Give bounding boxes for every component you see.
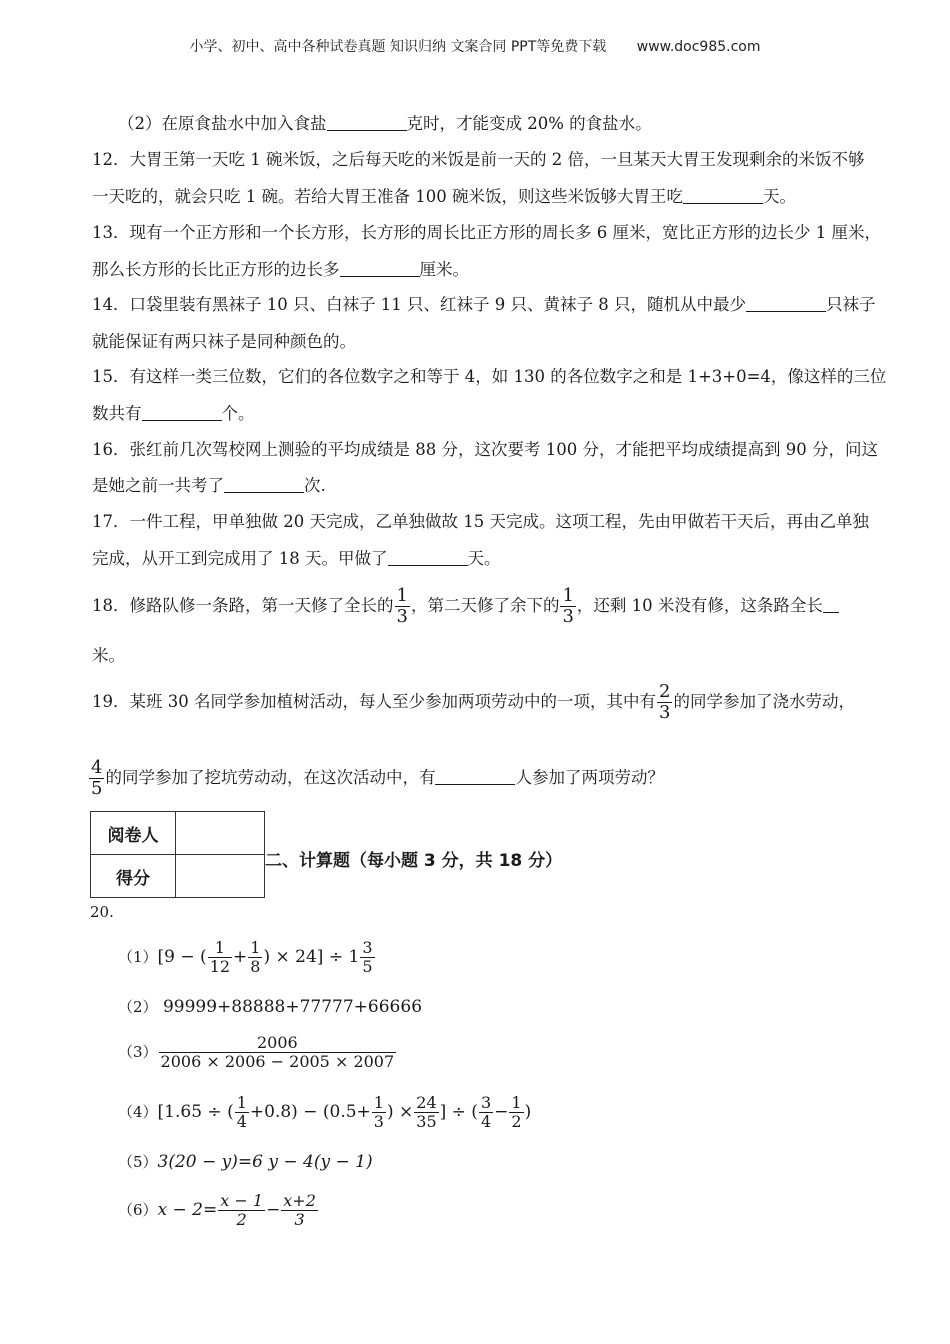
fraction-four-fifths: $\frac{4}{5}$: [91, 757, 103, 799]
q20-part-4: [118, 1090, 531, 1134]
question-text: 的同学参加了浇水劳动，: [673, 692, 855, 711]
fraction: $\frac{1}{3}$: [373, 1093, 384, 1131]
question-text: ，第二天修了余下的: [410, 596, 560, 615]
expr-text: ] ÷ (: [439, 1102, 478, 1122]
expr-text: x − 2=: [157, 1200, 218, 1220]
expr-text: +: [233, 947, 248, 967]
question-text: 一天吃的，就会只吃 1 碗。若给大胃王准备 100 碗米饭，则这些米饭够大胃王吃: [92, 187, 683, 206]
header-text: 小学、初中、高中各种试卷真题 知识归纳 文案合同 PPT等免费下载: [189, 39, 607, 55]
question-text: （2）在原食盐水中加入食盐: [118, 114, 327, 133]
fraction: $\frac{2006}{2006 \times 2006 - 2005 \times 2007}$: [160, 1033, 395, 1071]
answer-blank[interactable]: [746, 295, 826, 312]
question-text: 克时，才能变成 20% 的食盐水。: [406, 114, 652, 133]
question-17-line-2: [92, 549, 501, 569]
question-13-line-1: 13．现有一个正方形和一个长方形，长方形的周长比正方形的周长多 6 厘米，宽比正方形的边长少 1 厘米，: [92, 223, 881, 242]
question-16-line-1: 16．张红前几次驾校网上测验的平均成绩是 88 分，这次要考 100 分，才能把平均成绩提高到 90 分，问这: [92, 440, 878, 459]
question-text: 19．某班 30 名同学参加植树活动，每人至少参加两项劳动中的一项，其中有: [92, 692, 656, 711]
fraction: $\frac{1}{2}$: [511, 1093, 522, 1131]
score-input-cell[interactable]: [176, 855, 265, 898]
question-text: 14．口袋里装有黑袜子 10 只、白袜子 11 只、红袜子 9 只、黄袜子 8 只，随机从中最少: [92, 295, 746, 314]
question-text: 是她之前一共考了: [92, 476, 224, 495]
expr-text: ) × 24] ÷ 1: [263, 947, 360, 967]
part-label: （4）: [118, 1103, 158, 1121]
question-text: 完成，从开工到完成用了 18 天。甲做了: [92, 549, 388, 568]
q20-part-6: [118, 1188, 319, 1232]
question-12-line-2: [92, 187, 796, 207]
fraction-one-third: $\frac{1}{3}$: [396, 585, 408, 627]
expr-text: [1.65 ÷ (: [157, 1102, 234, 1122]
part-label: （1）: [118, 948, 158, 966]
grader-label: 阅卷人: [91, 812, 176, 855]
part-label: （2）: [118, 998, 158, 1016]
fraction: $\frac{3}{5}$: [362, 938, 373, 976]
fraction: $\frac{24}{35}$: [416, 1093, 437, 1131]
answer-blank[interactable]: [823, 596, 839, 613]
question-18-line-1: [92, 584, 839, 628]
question-13-line-2: [92, 260, 469, 280]
question-15-line-1: 15．有这样一类三位数，它们的各位数字之和等于 4，如 130 的各位数字之和是 1+3+0=4，像这样的三位: [92, 367, 887, 386]
fraction-one-third: $\frac{1}{3}$: [562, 585, 574, 627]
answer-blank[interactable]: [435, 768, 515, 785]
expr-text: +0.8) − (0.5+: [249, 1102, 371, 1122]
question-15-line-2: [92, 404, 255, 424]
question-14-line-1: [92, 295, 875, 315]
fraction: $\frac{1}{4}$: [236, 1093, 247, 1131]
question-18-line-2: 米。: [92, 646, 125, 665]
answer-blank[interactable]: [340, 260, 420, 277]
grader-score-table: [90, 811, 265, 898]
question-text: 次.: [304, 476, 326, 495]
answer-blank[interactable]: [683, 187, 763, 204]
expr-text: −: [494, 1102, 509, 1122]
fraction: $\frac{x+2}{3}$: [283, 1191, 316, 1229]
page-header: [0, 36, 950, 56]
question-text: 只袜子: [825, 295, 876, 314]
question-text: 人参加了两项劳动？: [515, 768, 664, 787]
q20-part-2: [118, 997, 422, 1017]
part-label: （5）: [118, 1153, 158, 1171]
fraction: $\frac{3}{4}$: [480, 1093, 492, 1131]
question-text: 天。: [467, 549, 501, 568]
expr-text: ) ×: [386, 1102, 414, 1122]
fraction: $\frac{1}{12}$: [209, 938, 231, 976]
answer-blank[interactable]: [327, 114, 407, 131]
question-12-line-1: 12．大胃王第一天吃 1 碗米饭，之后每天吃的米饭是前一天的 2 倍，一旦某天大胃王发现剩余的米饭不够: [92, 150, 865, 169]
question-text: 天。: [762, 187, 796, 206]
question-16-line-2: [92, 476, 326, 496]
section-2-title: 二、计算题（每小题 3 分，共 18 分）: [265, 851, 563, 871]
expr-text: 3(20 − y)=6 y − 4(y − 1): [157, 1152, 373, 1172]
expr-text: −: [266, 1200, 281, 1220]
header-site-link[interactable]: www.doc985.com: [636, 39, 761, 55]
question-19-line-1: [92, 680, 855, 724]
part-label: （3）: [118, 1043, 158, 1061]
part-label: （6）: [118, 1201, 158, 1219]
question-text: 厘米。: [419, 260, 469, 279]
question-text: 个。: [221, 404, 255, 423]
question-text: ，还剩 10 米没有修，这条路全长: [576, 596, 823, 615]
question-17-line-1: 17．一件工程，甲单独做 20 天完成，乙单独做故 15 天完成。这项工程，先由甲做若干天后，再由乙单独: [92, 512, 869, 531]
question-text: 的同学参加了挖坑劳动动，在这次活动中，有: [105, 768, 436, 787]
question-19-line-2: [88, 756, 664, 800]
score-label: 得分: [91, 855, 176, 898]
q20-part-5: [118, 1152, 373, 1172]
q20-part-3: [118, 1030, 397, 1074]
question-14-line-2: 就能保证有两只袜子是同种颜色的。: [92, 332, 356, 351]
fraction: $\frac{x - 1}{2}$: [220, 1191, 264, 1229]
grader-input-cell[interactable]: [176, 812, 265, 855]
question-20-number: 20.: [90, 903, 114, 921]
fraction-two-thirds: $\frac{2}{3}$: [658, 681, 671, 723]
question-text: 数共有: [92, 404, 142, 423]
fraction: $\frac{1}{8}$: [250, 938, 261, 976]
question-text: 18．修路队修一条路，第一天修了全长的: [92, 596, 394, 615]
answer-blank[interactable]: [224, 476, 304, 493]
question-text: 那么长方形的长比正方形的边长多: [92, 260, 340, 279]
q20-part-1: [118, 935, 376, 979]
answer-blank[interactable]: [142, 404, 222, 421]
question-11-part-2: [118, 114, 652, 134]
expr-text: ): [524, 1102, 532, 1122]
answer-blank[interactable]: [388, 549, 468, 566]
expr-text: 99999+88888+77777+66666: [162, 997, 423, 1017]
expr-text: [9 − (: [157, 947, 207, 967]
